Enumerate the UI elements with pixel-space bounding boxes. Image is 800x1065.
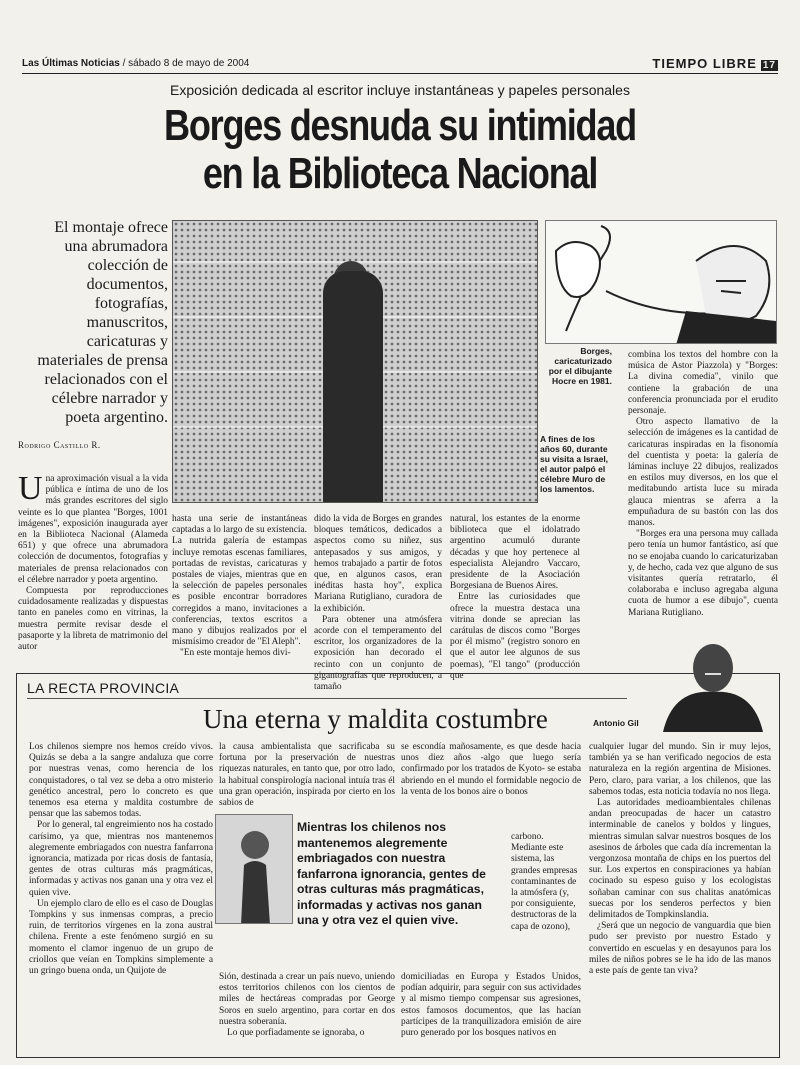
article-column-1 bbox=[18, 470, 168, 653]
pullquote: Mientras los chilenos nos mantenemos alegremente embriagados con nuestra fanfarrona ignorancia, gentes de otras culturas más pragmáticas, informadas y activas nos ganan una y otra vez el quien vive. bbox=[297, 820, 486, 927]
article-byline: Rodrigo Castillo R. bbox=[18, 440, 101, 450]
publication-line bbox=[22, 58, 249, 69]
borges-wall-photo bbox=[172, 220, 538, 503]
paragraph: "Borges era una persona muy callada pero tenía un humor fantástico, así que no se enojaba cuando lo caricaturizaban y, de hecho, cada vez que alguno de sus visitantes quería retratarlo, él colaboraba e incluso agregaba alguna cuota de humor a ese dibujo", cuenta Mariana Rutigliano. bbox=[628, 529, 778, 618]
column-text-4 bbox=[589, 742, 771, 977]
column-text-1 bbox=[29, 742, 213, 977]
paragraph: natural, los estantes de la enorme biblioteca que el idolatrado argentino acumuló durante décadas y que hoy pertenece al especialista Alejandro Vaccaro, presidente de la Asociación Borgesiana de Buenos Aires. bbox=[450, 514, 580, 592]
headline-line-1: Borges desnuda su intimidad bbox=[164, 101, 636, 150]
paragraph: ¿Será que un negocio de vanguardia que bien pudo ser previsto por nuestro Estado y convertido en escuelas y en desayunos para los miles de niños pobres se le ha ido de las manos a este país de gente tan viva? bbox=[589, 921, 771, 977]
paragraph: Una aproximación visual a la vida pública e íntima de uno de los más grandes escritores del siglo veinte es lo que plantea "Borges, 1001 imágenes", exposición inaugurada ayer en la Biblioteca Nacional (Alameda 651) y que ofrece una abrumadora colección de documentos, fotografías y materiales de prensa relacionados con el célebre narrador y poeta argentino. bbox=[18, 470, 168, 585]
article-column-4 bbox=[450, 514, 580, 682]
article-headline bbox=[72, 102, 728, 198]
author-portrait bbox=[653, 634, 773, 732]
masthead bbox=[22, 56, 778, 74]
article-column-3 bbox=[314, 514, 442, 693]
article-column-2 bbox=[172, 514, 307, 660]
paragraph: "En este montaje hemos divi- bbox=[180, 648, 291, 659]
article-dek: El montaje ofrece una abrumadora colección de documentos, fotografías, manuscritos, caricaturas y materiales de prensa relacionados con el célebre narrador y poeta argentino. bbox=[37, 219, 168, 426]
paragraph: combina los textos del hombre con la música de Astor Piazzola) y "Borges: La divina comedia", vinilo que contiene la grabación de una conferencia pronunciada por el erudito personaje. bbox=[628, 350, 778, 417]
drop-cap: U bbox=[18, 470, 43, 507]
borges-caricature bbox=[545, 220, 777, 344]
publication-name: Las Últimas Noticias bbox=[22, 58, 120, 69]
paragraph: domiciliadas en Europa y Estados Unidos, podían adquirir, para seguir con sus actividades y al mismo tiempo compensar sus agresiones, estos famosos documentos, que las hacían partícipes de la tranquilizadora emisión de aire puro generado por los bosques nativos en bbox=[401, 972, 581, 1039]
page-number: 17 bbox=[762, 60, 776, 71]
paragraph: Otro aspecto llamativo de la selección de imágenes es la cantidad de caricaturas inspiradas en la fisonomía del cuentista y poeta: la galería de láminas incluye 22 dibujos, realizados en estilos muy diversos, en los que el meditabundo artista luce su mirada glauca mientras se aferra a la empuñadura de su bastón con las dos manos. bbox=[628, 417, 778, 529]
paragraph: se escondía mañosamente, es que desde hacia unos diez años -algo que luego sería confirmado por los tratados de Kyoto- se estaba abriendo en el mundo el formidable negocio de la venta de los bonos aire o bonos bbox=[401, 742, 581, 797]
column-text-3c bbox=[401, 972, 581, 1039]
paragraph: Por lo general, tal engreimiento nos ha costado carísimo, ya que, mientras nos mantenemos alegremente embriagados con nuestra fanfarrona ignorancia, matizada por ricas dosis de fantasía, gentes de otras culturas más pragmáticas, informadas y activas nos ganan una y otra vez el quien vive. bbox=[29, 820, 213, 898]
article-kicker: Exposición dedicada al escritor incluye instantáneas y papeles personales bbox=[170, 82, 630, 98]
paragraph: Para obtener una atmósfera acorde con el temperamento del escritor, los organizadores de la exposición han decorado el recinto con un conjunto de gigantografías que reproducen, a tamaño bbox=[314, 614, 442, 693]
paragraph: la causa ambientalista que sacrificaba su fortuna por la preservación de nuestras riquezas naturales, en tanto que, por otro lado, la habitual conspirología nacional intuía tras él una gran operación, inspirada por cierto en los sabios de bbox=[219, 742, 395, 809]
column-text-3 bbox=[401, 742, 581, 798]
headline-line-2: en la Biblioteca Nacional bbox=[202, 149, 598, 198]
publication-date: / sábado 8 de mayo de 2004 bbox=[119, 58, 250, 69]
paragraph: cualquier lugar del mundo. Sin ir muy lejos, también ya se han verificado negocios de esta naturaleza en la región argentina de Misiones. Pero, claro, para variar, a los chilenos, que las sabemos todas, esta noticia todavía no nos llega. bbox=[589, 742, 771, 797]
column-section-label: LA RECTA PROVINCIA bbox=[27, 680, 180, 696]
opinion-column-box bbox=[16, 673, 780, 1058]
paragraph: dido la vida de Borges en grandes bloques temáticos, dedicados a aspectos como su niñez, sus antepasados y sus amigos, y hemos trabajado a partir de fotos que, en algunos casos, eran inéditas hasta hoy", explica Mariana Rutigliano, curadora de la exhibición. bbox=[314, 514, 442, 614]
cartoon-caption: Borges, caricaturizado por el dibujante Hocre en 1981. bbox=[548, 346, 612, 386]
paragraph: Sión, destinada a crear un país nuevo, uniendo estos territorios chilenos con los cientos de miles de hectáreas compradas por George Soros en suelo argentino, para cortar en dos nuestra soberanía. bbox=[219, 972, 395, 1027]
photo-caption: A fines de los años 60, durante su visita a Israel, el autor palpó el célebre Muro de los lamentos. bbox=[540, 434, 609, 494]
column-text-2b bbox=[219, 972, 395, 1039]
section-label: TIEMPO LIBRE bbox=[652, 56, 757, 71]
label-divider bbox=[27, 698, 627, 699]
paragraph: Las autoridades medioambientales chilenas andan preocupadas de hacer un catastro interminable de canelos y boldos y lingues, mientras simulan salvar nuestros bosques de los asesinos de árboles que cada día incrementan la vergonzosa montaña de chips en los puertos del sur. Los expertos en conspiraciones ya habían cocinado su espeso guiso y los ecologistas soñaban caminar con sus chalitas anatómicas suecas por los senderos perfectos y bien delimitados de Tompkinslandia. bbox=[589, 798, 771, 921]
paragraph: Compuesta por reproducciones cuidadosamente realizadas y dispuestas tanto en paneles como en vitrinas, la muestra permite revisar desde el pasaporte y la libreta de matrimonio del autor bbox=[18, 586, 168, 653]
column-text-3b: carbono. Mediante este sistema, las grandes empresas contaminantes de la atmósfera (y, por consiguiente, destructoras de la capa de ozono), bbox=[511, 832, 578, 932]
pullquote-photo bbox=[215, 814, 293, 924]
paragraph: Un ejemplo claro de ello es el caso de Douglas Tompkins y sus inmensas compras, a precio ruin, de territorios vírgenes en la zona austral chilena. Frente a este fenómeno surgió en su momento el clamor ingenuo de un grupo de criollos que veían en Tompkins simplemente a un gringo buena onda, un Quijote de bbox=[29, 898, 213, 977]
column-text-2 bbox=[219, 742, 395, 809]
paragraph: hasta una serie de instantáneas captadas a lo largo de su existencia. La nutrida galería de estampas incluye remotas escenas familiares, portadas de revistas, caricaturas y postales de viajes, mientras que en la selección de papeles personales es posible encontrar borradores corregidos a mano, invitaciones a conferencias, textos escritos a mano y dibujos realizados por el mismísimo creador de "El Aleph". bbox=[172, 514, 307, 648]
paragraph: Lo que porfiadamente se ignoraba, o bbox=[227, 1028, 365, 1039]
article-column-5 bbox=[628, 350, 778, 619]
section-name bbox=[652, 56, 778, 71]
paragraph: Entre las curiosidades que ofrece la muestra destaca una vitrina donde se aprecian las carátulas de discos como "Borges por él mismo" (registro sonoro en que el autor lee algunos de sus poemas), "El tango" (producción que bbox=[450, 592, 580, 681]
column-title: Una eterna y maldita costumbre bbox=[203, 704, 548, 734]
paragraph: Los chilenos siempre nos hemos creído vivos. Quizás se deba a la sangre andaluza que corre por nuestras venas, como herencia de los conquistadores, o tal vez se deba a otro misterio genético ancestral, pero lo concreto es que tenemos esa eterna y maldita costumbre de pensar que las sabemos todas. bbox=[29, 742, 213, 820]
column-author: Antonio Gil bbox=[593, 718, 639, 728]
